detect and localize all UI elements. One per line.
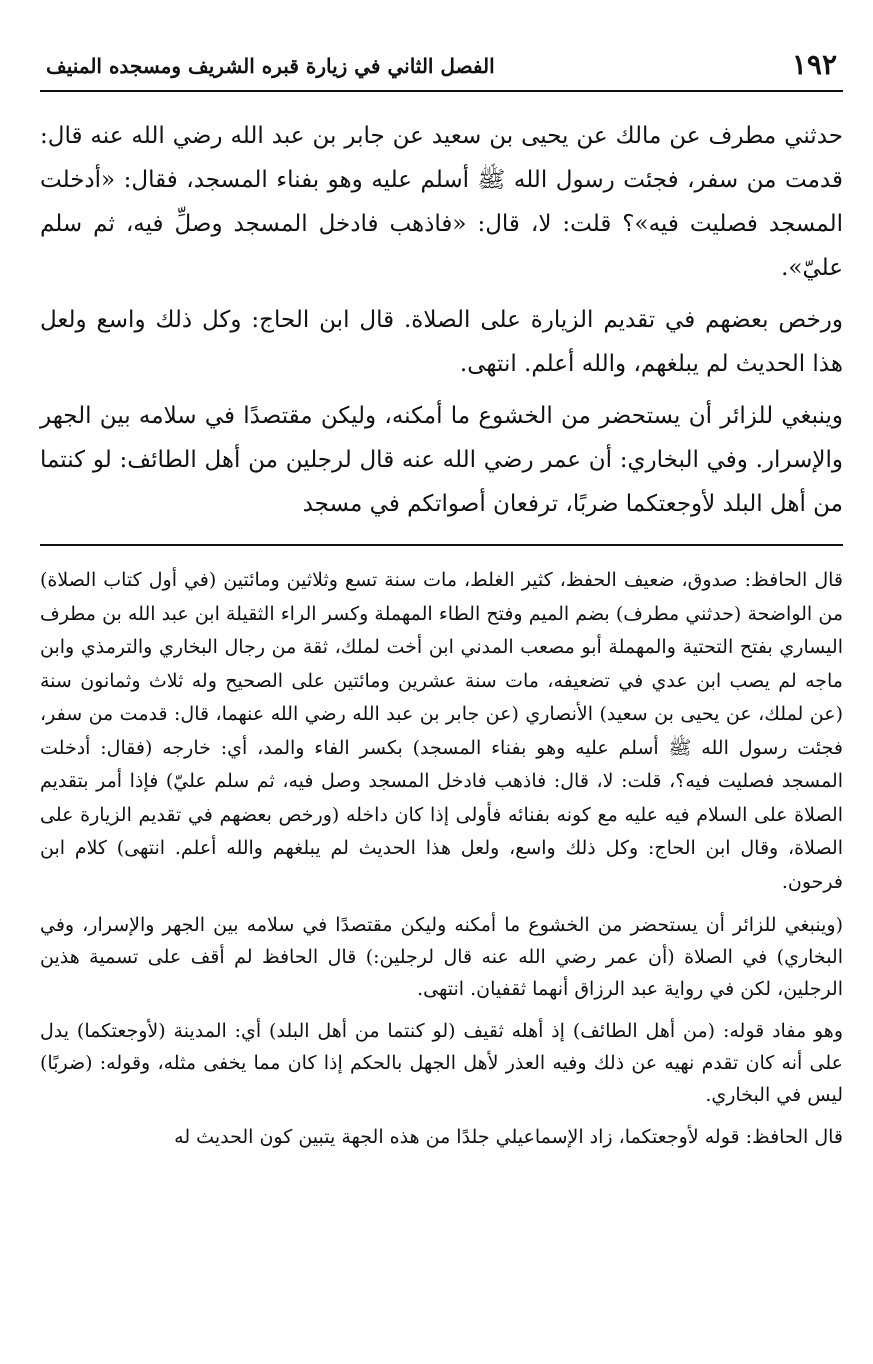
commentary-paragraph-hafiz: قال الحافظ: صدوق، ضعيف الحفظ، كثير الغلط، مات سنة تسع وثلاثين ومائتين (في أول كتاب الصلاة) من الواضحة (حدثني مطرف) بضم الميم وفتح الطاء المهملة وكسر الراء الثقيلة ابن عبد الله بن مطرف اليساري بفتح التحتية والمهملة أبو مصعب المدني ابن أخت لملك، ثقة من رجال البخاري والترمذي وابن ماجه لم يصب ابن عدي في تضعيفه، مات سنة عشرين ومائتين على الصحيح وله ثلاث وثمانون سنة (عن لملك، عن يحيى بن سعيد) الأنصاري (عن جابر بن عبد الله رضي الله عنهما، قال: قدمت من سفر، فجئت رسول الله ﷺ أسلم عليه وهو بفناء المسجد) بكسر الفاء والمد، أي: خارجه (فقال: أدخلت المسجد فصليت فيه؟، قلت: لا، قال: فاذهب فادخل المسجد وصل فيه، ثم سلم عليّ) فإذا أمر بتقديم الصلاة على السلام فيه عليه مع كونه بفنائه فأولى إذا كان داخله (ورخص بعضهم في تقديم الزيارة على الصلاة، وقال ابن الحاج: وكل ذلك واسع، ولعل هذا الحديث لم يبلغهم والله أعلم. انتهى) كلام ابن فرحون. (40, 569, 843, 893)
main-paragraph-khushu: وينبغي للزائر أن يستحضر من الخشوع ما أمكنه، وليكن مقتصدًا في سلامه بين الجهر والإسرار. وفي البخاري: أن عمر رضي الله عنه قال لرجلين من أهل الطائف: لو كنتما من أهل البلد لأوجعتكما ضربًا، ترفعان أصواتكم في مسجد (40, 403, 843, 517)
page-header (40, 30, 843, 92)
running-head: الفصل الثاني في زيارة قبره الشريف ومسجده المنيف (46, 54, 495, 78)
commentary-paragraph-ismaili: قال الحافظ: قوله لأوجعتكما، زاد الإسماعيلي جلدًا من هذه الجهة يتبين كون الحديث له (174, 1126, 843, 1148)
main-paragraph-ibn-alhaj: ورخص بعضهم في تقديم الزيارة على الصلاة. قال ابن الحاج: وكل ذلك واسع ولعل هذا الحديث لم يبلغهم، والله أعلم. انتهى. (40, 307, 843, 377)
commentary-paragraph-taif: وهو مفاد قوله: (من أهل الطائف) إذ أهله ثقيف (لو كنتما من أهل البلد) أي: المدينة (لأوجعتكما) يدل على أنه كان تقدم نهيه عن ذلك وفيه العذر لأهل الجهل بالحكم إذا كان مما يخفى مثله، وقوله: (ضربًا) ليس في البخاري. (40, 1020, 843, 1106)
main-text (40, 114, 843, 526)
main-paragraph-hadith: حدثني مطرف عن مالك عن يحيى بن سعيد عن جابر بن عبد الله رضي الله عنه قال: قدمت من سفر، فجئت رسول الله ﷺ أسلم عليه وهو بفناء المسجد، فقال: «أدخلت المسجد فصليت فيه»؟ قلت: لا، قال: «فاذهب فادخل المسجد وصلِّ فيه، ثم سلم عليّ». (40, 123, 843, 281)
commentary-paragraph-visitor: (وينبغي للزائر أن يستحضر من الخشوع ما أمكنه وليكن مقتصدًا في سلامه بين الجهر والإسرار، وفي البخاري) في الصلاة (أن عمر رضي الله عنه قال لرجلين:) قال الحافظ لم أقف على تسمية هذين الرجلين، لكن في رواية عبد الرزاق أنهما ثقفيان. انتهى. (40, 914, 843, 1000)
footnote-divider (40, 544, 843, 546)
page-number: ١٩٢ (791, 48, 837, 81)
commentary (40, 564, 843, 1153)
